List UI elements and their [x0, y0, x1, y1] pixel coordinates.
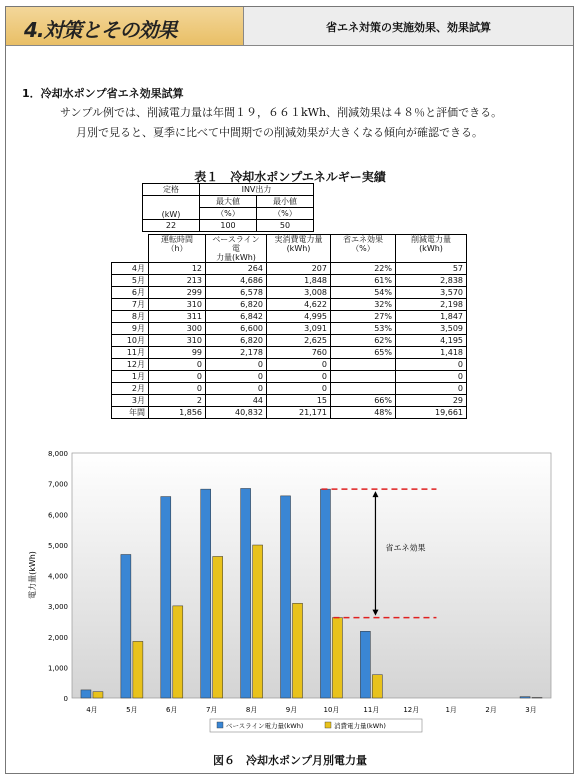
table-row [112, 275, 467, 287]
consumption-bar [293, 603, 303, 698]
table-row-total [112, 407, 467, 419]
y-tick-label: 3,000 [47, 603, 68, 612]
y-tick-label: 5,000 [47, 541, 68, 550]
page-header [6, 7, 573, 46]
consumption-bar [332, 618, 342, 698]
table-row [112, 359, 467, 371]
x-tick-label: 5月 [126, 706, 138, 714]
y-tick-label: 8,000 [47, 450, 68, 458]
month-label: 7月 [112, 299, 149, 311]
baseline-bar [81, 690, 91, 698]
x-tick-label: 2月 [485, 706, 497, 714]
consumption-bar [93, 692, 103, 698]
table-cell: 27% [331, 311, 396, 323]
table-cell: 61% [331, 275, 396, 287]
table-cell: 3,008 [267, 287, 331, 299]
table-cell: 6,820 [206, 299, 267, 311]
baseline-bar [360, 631, 370, 698]
monthly-power-chart [25, 445, 555, 745]
energy-table-header [112, 235, 467, 263]
baseline-bar [161, 497, 171, 698]
consumption-bar [253, 545, 263, 698]
x-tick-label: 8月 [245, 706, 258, 714]
legend [210, 719, 422, 732]
spec-unit-max: （%） [200, 208, 257, 220]
x-tick-label: 11月 [363, 706, 380, 714]
table-cell: 0 [396, 383, 467, 395]
table-cell: 310 [149, 299, 206, 311]
table-cell: 1,856 [149, 407, 206, 419]
month-label: 12月 [112, 359, 149, 371]
table-row [112, 371, 467, 383]
spec-header-rated: 定格 [143, 184, 200, 196]
table-cell: 22% [331, 263, 396, 275]
header-right-box [244, 7, 573, 45]
table-cell: 300 [149, 323, 206, 335]
col-header-saving-pct: 省エネ効果 （%） [331, 235, 396, 263]
table-cell: 6,578 [206, 287, 267, 299]
x-tick-label: 3月 [525, 706, 537, 714]
table-cell: 3,509 [396, 323, 467, 335]
col-header-baseline: ベースライン電 力量(kWh) [206, 235, 267, 263]
month-label: 6月 [112, 287, 149, 299]
y-axis-label: 電力量(kWh) [28, 551, 37, 599]
table-cell: 62% [331, 335, 396, 347]
table-cell: 54% [331, 287, 396, 299]
table-cell: 0 [267, 383, 331, 395]
table-cell: 1,847 [396, 311, 467, 323]
table-cell: 0 [149, 359, 206, 371]
table-cell: 760 [267, 347, 331, 359]
legend-swatch [217, 722, 223, 728]
table-cell: 0 [267, 371, 331, 383]
spec-unit-min: （%） [257, 208, 314, 220]
table-cell: 2,198 [396, 299, 467, 311]
table-cell: 6,600 [206, 323, 267, 335]
x-tick-label: 4月 [86, 706, 98, 714]
month-label: 5月 [112, 275, 149, 287]
energy-table [111, 234, 467, 419]
figure-caption: 図６ 冷却水ポンプ月別電力量 [213, 754, 367, 767]
y-axis [48, 450, 68, 703]
table-cell: 0 [206, 383, 267, 395]
table-cell: 29 [396, 395, 467, 407]
x-tick-label: 12月 [403, 706, 420, 714]
col-header-actual: 実消費電力量 (kWh) [267, 235, 331, 263]
table-row [112, 323, 467, 335]
y-tick-label: 4,000 [47, 572, 68, 581]
table-cell: 99 [149, 347, 206, 359]
subsection-heading: 1．冷却水ポンプ省エネ効果試算 [22, 87, 184, 100]
table-cell: 32% [331, 299, 396, 311]
y-tick-label: 7,000 [47, 480, 68, 489]
month-label: 10月 [112, 335, 149, 347]
consumption-bar [213, 556, 223, 698]
table-cell: 3,570 [396, 287, 467, 299]
spec-table [142, 183, 314, 232]
table-cell [331, 371, 396, 383]
spec-header-inv: INV出力 [200, 184, 314, 196]
header-subtitle: 省エネ対策の実施効果、効果試算 [326, 21, 491, 34]
legend-label: ベースライン電力量(kWh) [226, 722, 304, 730]
col-header-hours: 運転時間 （h） [149, 235, 206, 263]
legend-swatch [325, 722, 331, 728]
month-label: 9月 [112, 323, 149, 335]
paragraph-2: 月別で見ると、夏季に比べて中間期での削減効果が大きくなる傾向が確認できる。 [76, 126, 483, 139]
table-row [112, 263, 467, 275]
month-label: 3月 [112, 395, 149, 407]
month-label: 年間 [112, 407, 149, 419]
table-row [112, 395, 467, 407]
table-cell: 4,686 [206, 275, 267, 287]
table-cell: 3,091 [267, 323, 331, 335]
table-cell: 12 [149, 263, 206, 275]
table-row [112, 311, 467, 323]
table-cell: 2,838 [396, 275, 467, 287]
table-cell: 48% [331, 407, 396, 419]
table-cell: 207 [267, 263, 331, 275]
table-cell: 310 [149, 335, 206, 347]
spec-value-min: 50 [257, 220, 314, 232]
y-tick-label: 0 [63, 695, 68, 703]
table-cell: 311 [149, 311, 206, 323]
y-tick-label: 6,000 [47, 511, 68, 520]
x-tick-label: 6月 [166, 706, 178, 714]
table-cell: 2,178 [206, 347, 267, 359]
annotation-label: 省エネ効果 [385, 543, 426, 553]
table-cell [331, 383, 396, 395]
table-cell: 2 [149, 395, 206, 407]
table-cell: 6,842 [206, 311, 267, 323]
month-label: 1月 [112, 371, 149, 383]
table-cell: 2,625 [267, 335, 331, 347]
consumption-bar [173, 606, 183, 698]
table-cell: 15 [267, 395, 331, 407]
paragraph-1: サンプル例では、削減電力量は年間１９，６６１kWh、削減効果は４８％と評価できる。 [60, 106, 503, 119]
table-cell: 4,995 [267, 311, 331, 323]
table-cell: 19,661 [396, 407, 467, 419]
consumption-bar [372, 675, 382, 698]
plot-area [72, 453, 551, 698]
corner-cell [112, 235, 149, 263]
table-cell: 4,195 [396, 335, 467, 347]
table-cell: 66% [331, 395, 396, 407]
table-cell: 0 [396, 359, 467, 371]
table-cell: 1,418 [396, 347, 467, 359]
table-cell: 57 [396, 263, 467, 275]
x-tick-label: 9月 [285, 706, 298, 714]
spec-header-min: 最小値 [257, 196, 314, 208]
table-caption: 表１ 冷却水ポンプエネルギー実績 [194, 170, 386, 184]
table-row [112, 335, 467, 347]
table-cell: 0 [149, 383, 206, 395]
table-cell: 0 [206, 359, 267, 371]
month-label: 8月 [112, 311, 149, 323]
table-row [112, 347, 467, 359]
baseline-bar [201, 489, 211, 698]
table-cell: 299 [149, 287, 206, 299]
table-cell: 44 [206, 395, 267, 407]
consumption-bar [133, 641, 143, 698]
spec-unit-kw: (kW) [143, 196, 200, 220]
month-label: 2月 [112, 383, 149, 395]
table-cell [331, 359, 396, 371]
table-cell: 0 [396, 371, 467, 383]
table-cell: 264 [206, 263, 267, 275]
table-cell: 1,848 [267, 275, 331, 287]
section-title-box [6, 7, 244, 45]
table-cell: 4,622 [267, 299, 331, 311]
baseline-bar [121, 554, 131, 698]
table-cell: 65% [331, 347, 396, 359]
col-header-reduction: 削減電力量 (kWh) [396, 235, 467, 263]
baseline-bar [241, 488, 251, 698]
table-row [112, 287, 467, 299]
x-axis [86, 706, 537, 714]
spec-value-kw: 22 [143, 220, 200, 232]
x-tick-label: 7月 [205, 706, 218, 714]
table-cell: 6,820 [206, 335, 267, 347]
baseline-bar [520, 697, 530, 698]
baseline-bar [320, 489, 330, 698]
table-cell: 21,171 [267, 407, 331, 419]
table-cell: 0 [267, 359, 331, 371]
baseline-bar [281, 496, 291, 698]
section-title: 4.対策とその効果 [24, 18, 177, 42]
x-tick-label: 10月 [323, 706, 340, 714]
table-cell: 0 [206, 371, 267, 383]
table-cell: 53% [331, 323, 396, 335]
x-tick-label: 1月 [445, 706, 457, 714]
spec-value-max: 100 [200, 220, 257, 232]
month-label: 4月 [112, 263, 149, 275]
table-cell: 40,832 [206, 407, 267, 419]
y-tick-label: 1,000 [47, 664, 68, 673]
y-tick-label: 2,000 [47, 633, 68, 642]
spec-header-max: 最大値 [200, 196, 257, 208]
table-cell: 0 [149, 371, 206, 383]
table-cell: 213 [149, 275, 206, 287]
month-label: 11月 [112, 347, 149, 359]
legend-label: 消費電力量(kWh) [334, 722, 386, 730]
table-row [112, 299, 467, 311]
table-row [112, 383, 467, 395]
